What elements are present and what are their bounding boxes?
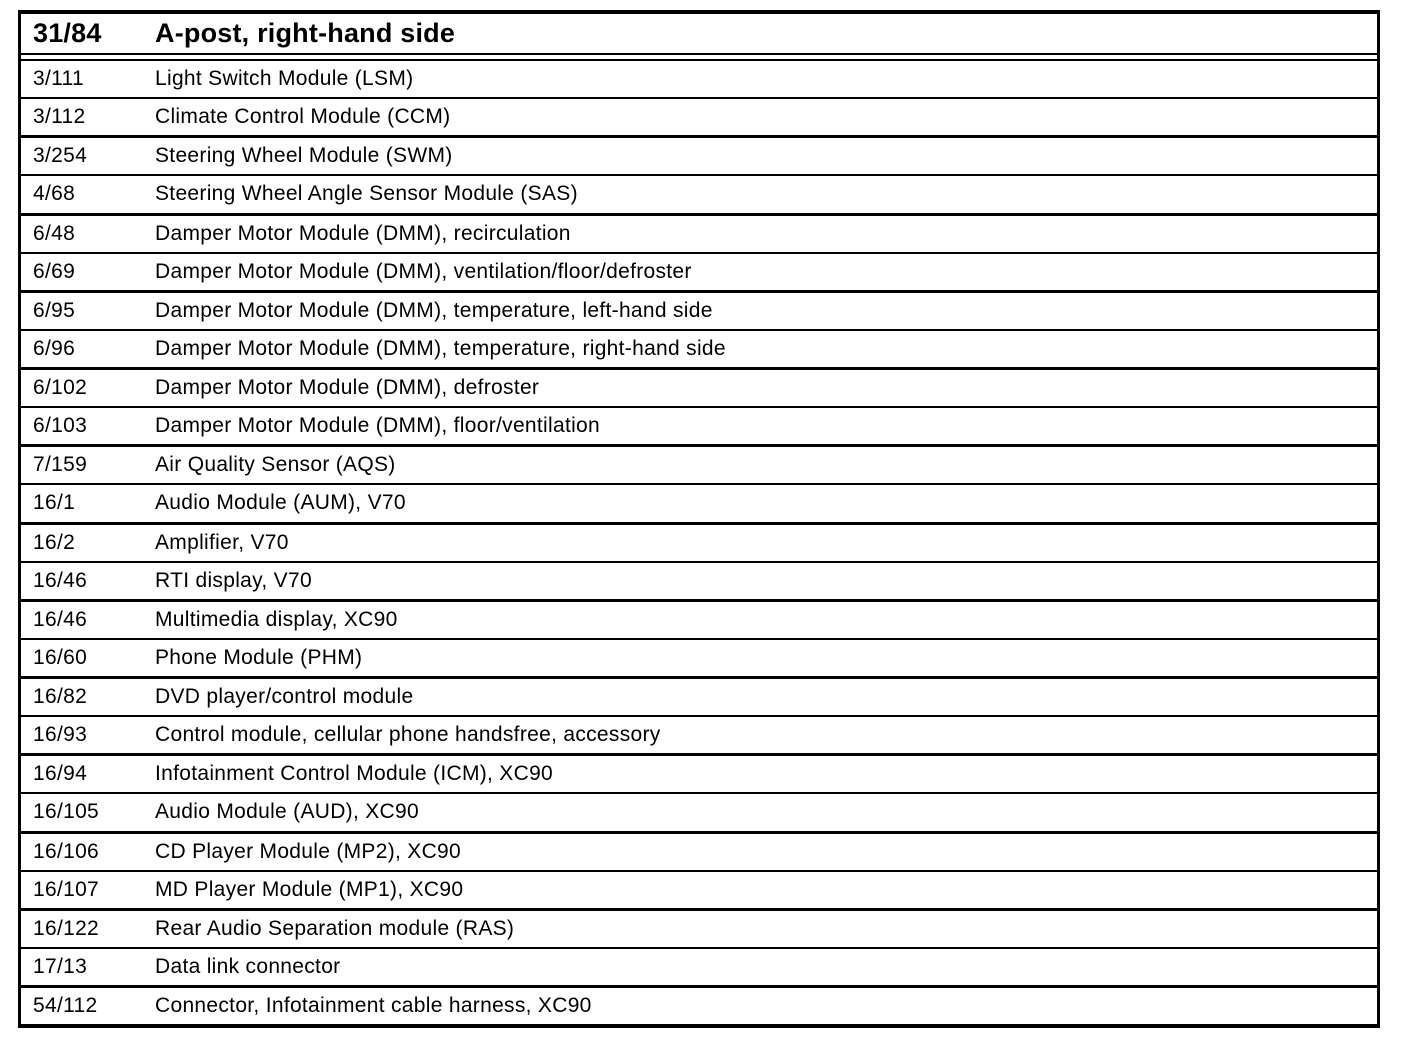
row-description: Air Quality Sensor (AQS) <box>155 453 396 477</box>
table-row <box>21 638 1377 676</box>
row-code: 16/60 <box>33 645 88 669</box>
table-row <box>21 444 1377 483</box>
table-row <box>21 522 1377 561</box>
row-code: 16/82 <box>33 685 88 709</box>
row-description: Damper Motor Module (DMM), temperature, left-hand side <box>155 298 713 322</box>
row-description: Damper Motor Module (DMM), defroster <box>155 376 540 400</box>
row-code: 16/106 <box>33 839 100 863</box>
table-row <box>21 367 1377 406</box>
table-row <box>21 174 1377 212</box>
row-description: Connector, Infotainment cable harness, XC90 <box>155 994 592 1018</box>
row-code: 16/46 <box>33 607 88 631</box>
row-code: 16/107 <box>33 877 100 901</box>
row-description: Damper Motor Module (DMM), recirculation <box>155 221 571 245</box>
row-description: Infotainment Control Module (ICM), XC90 <box>155 762 554 786</box>
table-row <box>21 97 1377 135</box>
row-code: 6/69 <box>33 259 76 283</box>
row-description: Climate Control Module (CCM) <box>155 105 451 129</box>
row-code: 6/103 <box>33 414 88 438</box>
table-row <box>21 135 1377 174</box>
row-code: 6/96 <box>33 336 76 360</box>
row-description: Multimedia display, XC90 <box>155 607 398 631</box>
row-description: Steering Wheel Angle Sensor Module (SAS) <box>155 182 578 206</box>
row-description: RTI display, V70 <box>155 568 312 592</box>
table-row <box>21 870 1377 908</box>
row-code: 16/105 <box>33 800 100 824</box>
row-code: 6/48 <box>33 221 76 245</box>
row-code: 3/254 <box>33 144 88 168</box>
table-row <box>21 753 1377 792</box>
row-description: Rear Audio Separation module (RAS) <box>155 916 515 940</box>
row-code: 16/94 <box>33 762 88 786</box>
row-code: 16/1 <box>33 491 76 515</box>
row-code: 7/159 <box>33 453 88 477</box>
row-code: 16/122 <box>33 916 100 940</box>
table-row <box>21 213 1377 252</box>
row-description: MD Player Module (MP1), XC90 <box>155 877 464 901</box>
row-description: Audio Module (AUM), V70 <box>155 491 406 515</box>
table-row <box>21 715 1377 753</box>
table-row <box>21 792 1377 830</box>
table-row <box>21 985 1377 1024</box>
table-row <box>21 290 1377 329</box>
row-code: 54/112 <box>33 994 98 1018</box>
header-code: 31/84 <box>33 18 102 48</box>
table-row <box>21 831 1377 870</box>
table-row <box>21 908 1377 947</box>
table-row <box>21 947 1377 985</box>
row-code: 3/111 <box>33 67 84 91</box>
row-description: Amplifier, V70 <box>155 530 289 554</box>
row-description: Audio Module (AUD), XC90 <box>155 800 419 824</box>
row-code: 16/93 <box>33 723 88 747</box>
row-description: Light Switch Module (LSM) <box>155 67 414 91</box>
row-description: Data link connector <box>155 954 341 978</box>
table-row <box>21 406 1377 444</box>
row-description: Damper Motor Module (DMM), floor/ventilation <box>155 414 601 438</box>
table-row <box>21 676 1377 715</box>
table-row <box>21 561 1377 599</box>
row-description: CD Player Module (MP2), XC90 <box>155 839 461 863</box>
table-row <box>21 329 1377 367</box>
row-code: 4/68 <box>33 182 76 206</box>
row-code: 6/102 <box>33 376 88 400</box>
row-code: 16/2 <box>33 530 76 554</box>
row-description: Control module, cellular phone handsfree, accessory <box>155 723 661 747</box>
table-body <box>21 61 1377 1024</box>
table-row <box>21 61 1377 97</box>
row-code: 17/13 <box>33 954 88 978</box>
row-code: 3/112 <box>33 105 86 129</box>
row-description: Steering Wheel Module (SWM) <box>155 144 453 168</box>
row-description: Damper Motor Module (DMM), temperature, right-hand side <box>155 336 726 360</box>
row-code: 16/46 <box>33 568 88 592</box>
row-description: Damper Motor Module (DMM), ventilation/floor/defroster <box>155 259 692 283</box>
component-table <box>18 10 1380 1028</box>
table-row <box>21 252 1377 290</box>
row-description: DVD player/control module <box>155 685 414 709</box>
header-title: A-post, right-hand side <box>155 18 456 48</box>
row-code: 6/95 <box>33 298 76 322</box>
row-description: Phone Module (PHM) <box>155 645 363 669</box>
table-header-row <box>21 14 1377 55</box>
table-row <box>21 599 1377 638</box>
table-row <box>21 483 1377 521</box>
